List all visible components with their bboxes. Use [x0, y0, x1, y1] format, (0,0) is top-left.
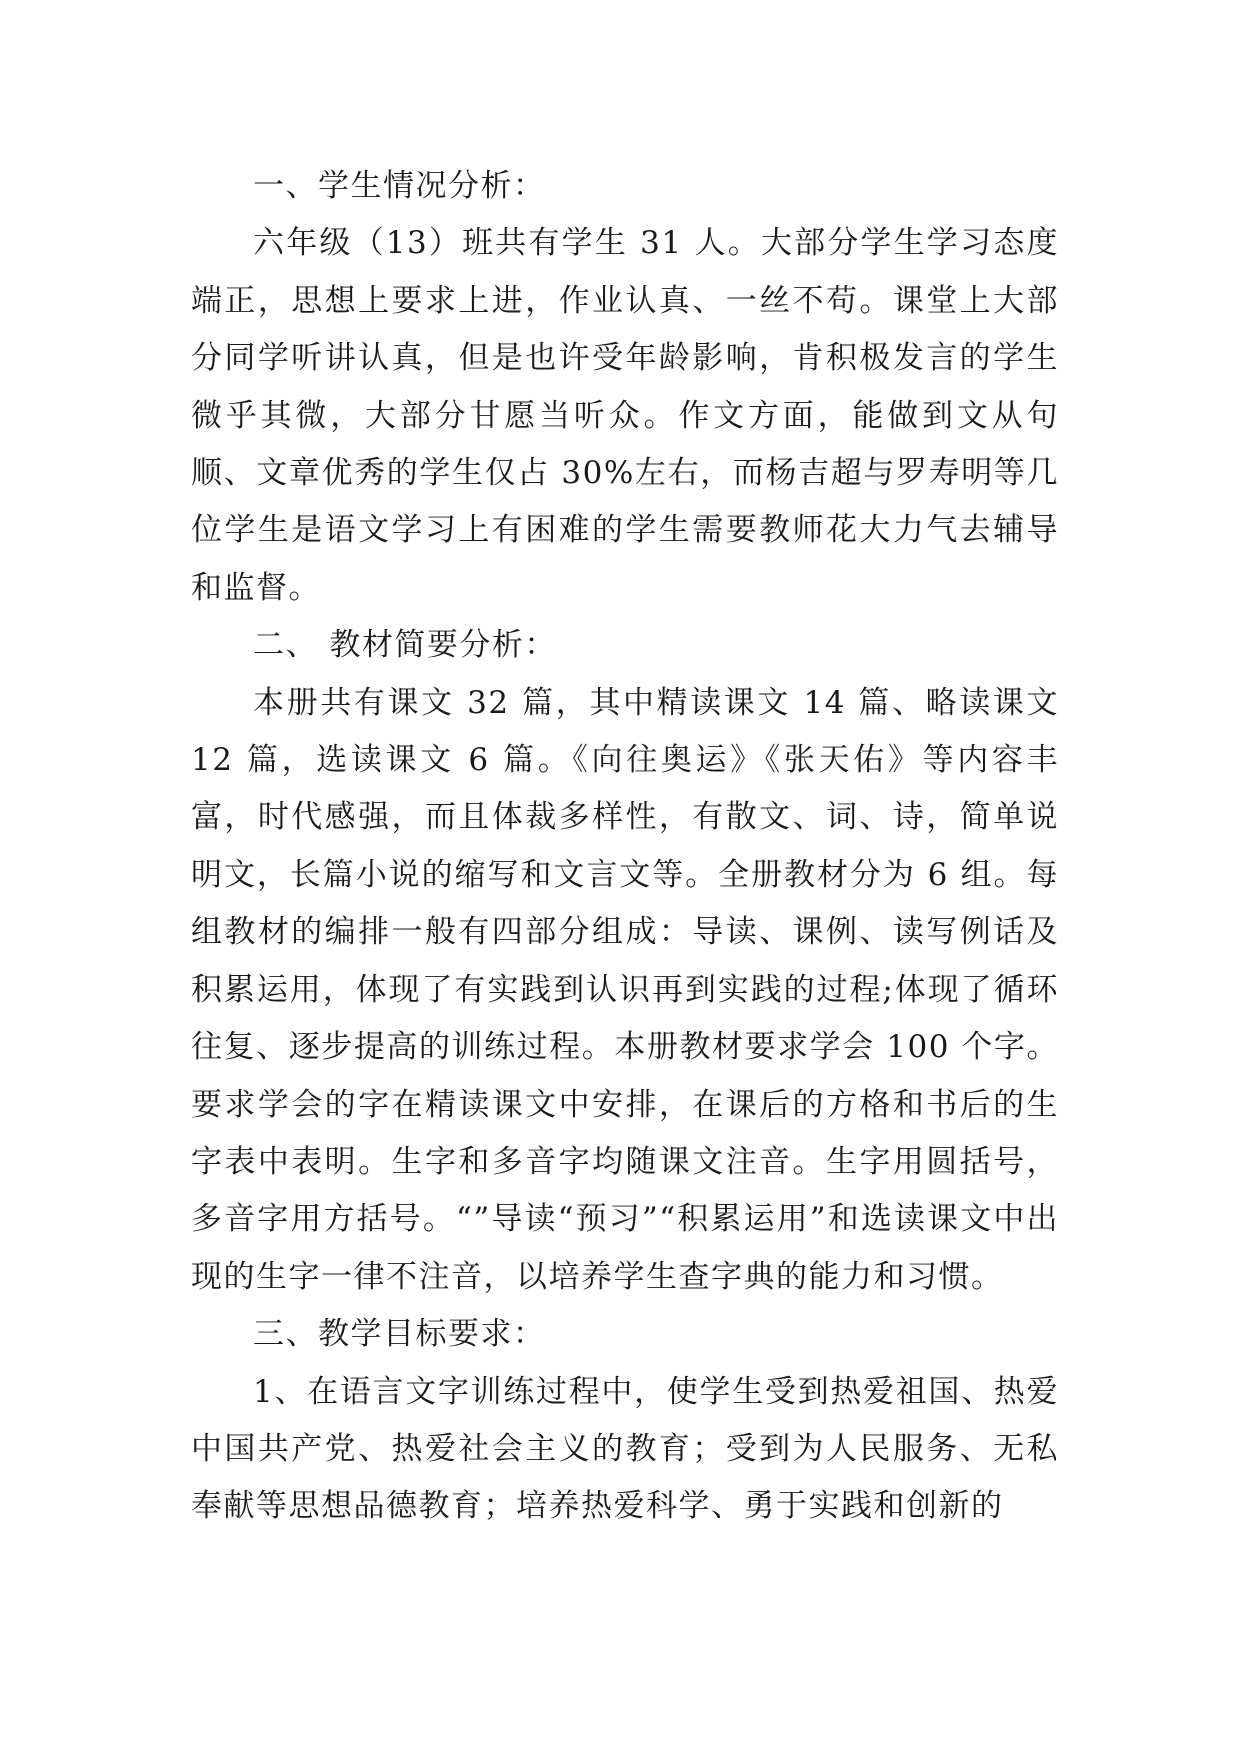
document-body	[191, 158, 1059, 1536]
paragraph-textbook-analysis: 本册共有课文 32 篇，其中精读课文 14 篇、略读课文 12 篇，选读课文 6 篇。《向往奥运》《张天佑》等内容丰富，时代感强，而且体裁多样性，有散文、词、诗，简单说明文，长篇小说的缩写和文言文等。全册教材分为 6 组。每组教材的编排一般有四部分组成：导读、课例、读写例话及积累运用，体现了有实践到认识再到实践的过程;体现了循环往复、逐步提高的训练过程。本册教材要求学会 100 个字。要求学会的字在精读课文中安排，在课后的方格和书后的生字表中表明。生字和多音字均随课文注音。生字用圆括号，多音字用方括号。“”导读“预习”“积累运用”和选读课文中出现的生字一律不注音，以培养学生查字典的能力和习惯。	[191, 684, 1059, 1295]
section-heading-student-analysis: 一、学生情况分析：	[253, 168, 546, 204]
section-heading-textbook-analysis: 二、 教材简要分析：	[253, 627, 557, 664]
section-heading-teaching-goals: 三、教学目标要求：	[253, 1316, 546, 1353]
paragraph-teaching-goal-1: 1、在语言文字训练过程中，使学生受到热爱祖国、热爱中国共产党、热爱社会主义的教育；受到为人民服务、无私奉献等思想品德教育；培养热爱科学、勇于实践和创新的	[191, 1373, 1059, 1525]
paragraph-student-analysis: 六年级（13）班共有学生 31 人。大部分学生学习态度端正，思想上要求上进，作业认真、一丝不苟。课堂上大部分同学听讲认真，但是也许受年龄影响，肯积极发言的学生微乎其微，大部分甘愿当听众。作文方面，能做到文从句顺、文章优秀的学生仅占 30%左右，而杨吉超与罗寿明等几位学生是语文学习上有困难的学生需要教师花大力气去辅导和监督。	[191, 225, 1059, 606]
